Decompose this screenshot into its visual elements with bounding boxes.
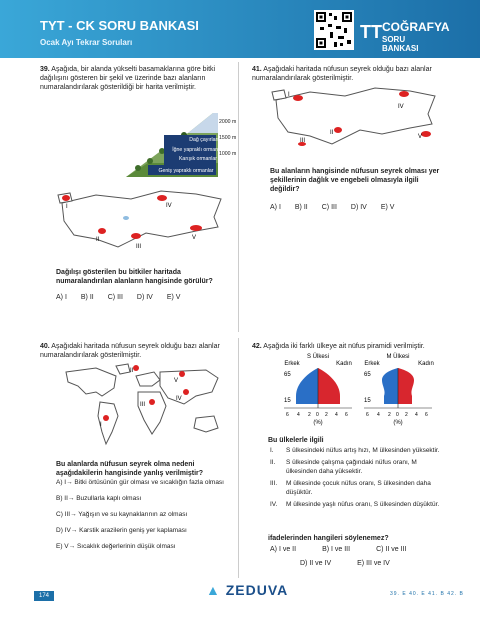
q39-text bbox=[40, 65, 230, 92]
statement: II. S ülkesinde çalışma çağındaki nüfus oranı, M ülkesinden daha yüksektir. bbox=[270, 459, 417, 475]
pyramid-title: M Ülkesi bbox=[386, 354, 410, 360]
q41-options bbox=[270, 204, 394, 211]
option-a[interactable]: A) I→ Bitki örtüsünün gür olması ve sıcaklığın fazla olması bbox=[56, 479, 224, 486]
zone-label: Geniş yapraklı ormanlar bbox=[158, 168, 214, 174]
option-c[interactable]: C) II ve III bbox=[376, 546, 407, 553]
map-label: V bbox=[192, 235, 197, 241]
option-c[interactable]: C) III bbox=[321, 204, 337, 211]
q41-turkey-map bbox=[270, 82, 440, 162]
altitude-label: 1500 m bbox=[219, 135, 237, 141]
q40-stem: Aşağıdaki haritada nüfusun seyrek olduğu bazı alanlar numaralandırılarak gösterilmiştir. bbox=[40, 343, 220, 359]
statement: III. M ülkesinde çocuk nüfus oranı, S ülkesinden daha düşüktür. bbox=[270, 480, 431, 496]
option-a[interactable]: A) I ve II bbox=[270, 546, 297, 553]
column-divider bbox=[238, 338, 239, 578]
zone-label: İğne yapraklı ormanlar bbox=[172, 147, 224, 153]
region-marker bbox=[157, 195, 167, 201]
tick: 6 bbox=[286, 412, 289, 418]
option-b[interactable]: B) I ve III bbox=[322, 546, 351, 553]
region-marker bbox=[421, 131, 431, 137]
map-label: I bbox=[66, 204, 68, 210]
tick: 4 bbox=[377, 412, 380, 418]
option-b[interactable]: B) II bbox=[80, 294, 94, 301]
q41-stem: Aşağıdaki haritada nüfusun seyrek olduğu bazı alanlar numaralandırılarak gösterilmiştir. bbox=[252, 66, 432, 82]
q39-turkey-map bbox=[56, 185, 226, 265]
q42-number: 42. bbox=[252, 343, 262, 350]
q41-number: 41. bbox=[252, 66, 262, 73]
q41-text bbox=[252, 65, 442, 83]
header-title: TYT - CK SORU BANKASI bbox=[40, 18, 199, 33]
q42-stem: Aşağıda iki farklı ülkeye ait nüfus piramidi verilmiştir. bbox=[263, 343, 425, 350]
tick: 0 bbox=[316, 412, 319, 418]
brand-line2: SORU BANKASI bbox=[382, 35, 419, 53]
region-marker bbox=[179, 371, 185, 377]
answer-key: 39. E 40. E 41. B 42. B bbox=[390, 591, 464, 597]
axis-unit: (%) bbox=[313, 420, 323, 426]
tick: 2 bbox=[325, 412, 328, 418]
q42-intro: Bu ülkelerle ilgili bbox=[268, 437, 324, 444]
age-label: 15 bbox=[364, 398, 371, 404]
region-marker bbox=[149, 399, 155, 405]
tick: 6 bbox=[345, 412, 348, 418]
tick: 4 bbox=[415, 412, 418, 418]
q42-options-row2 bbox=[300, 560, 390, 567]
brand-tt: TT bbox=[360, 22, 382, 42]
pyramid-male: Erkek bbox=[284, 361, 300, 367]
map-label: IV bbox=[176, 396, 182, 402]
q40-number: 40. bbox=[40, 343, 50, 350]
map-label: IV bbox=[166, 203, 172, 209]
option-d[interactable]: D) II ve IV bbox=[300, 560, 332, 567]
map-label: II bbox=[330, 130, 334, 136]
tick: 2 bbox=[308, 412, 311, 418]
tick: 4 bbox=[297, 412, 300, 418]
q39-vegetation-diagram bbox=[118, 105, 240, 185]
map-label: V bbox=[174, 378, 179, 384]
q39-options bbox=[56, 294, 180, 301]
region-marker bbox=[62, 195, 70, 201]
brand-line1: COĞRAFYA bbox=[382, 20, 450, 34]
pyramid-male: Erkek bbox=[364, 361, 380, 367]
altitude-label: 1000 m bbox=[219, 151, 237, 157]
region-marker bbox=[103, 415, 109, 421]
tick: 2 bbox=[405, 412, 408, 418]
footer-logo: ▲ ZEDUVA bbox=[206, 582, 289, 598]
tick: 6 bbox=[366, 412, 369, 418]
map-label: II bbox=[96, 237, 100, 243]
map-label: III bbox=[136, 244, 142, 250]
option-b[interactable]: B) II→ Buzullarla kaplı olması bbox=[56, 495, 142, 502]
age-label: 65 bbox=[284, 372, 291, 378]
tick: 4 bbox=[335, 412, 338, 418]
map-label: III bbox=[140, 402, 146, 408]
axis-unit: (%) bbox=[393, 420, 403, 426]
q40-world-map bbox=[56, 362, 226, 452]
q42-question: ifadelerinden hangileri söylenemez? bbox=[268, 535, 389, 542]
option-d[interactable]: D) IV bbox=[350, 204, 367, 211]
q42-pyramids bbox=[280, 352, 440, 432]
region-marker bbox=[334, 127, 342, 133]
tick: 2 bbox=[388, 412, 391, 418]
map-label: III bbox=[300, 138, 306, 144]
region-marker bbox=[293, 95, 303, 101]
statement: I. S ülkesindeki nüfus artış hızı, M ülkesinden yüksektir. bbox=[270, 447, 440, 454]
option-c[interactable]: C) III→ Yağışın ve su kaynaklarının az olması bbox=[56, 511, 188, 518]
map-label: II bbox=[130, 368, 134, 374]
map-label: IV bbox=[398, 104, 404, 110]
q42-text bbox=[252, 342, 442, 351]
option-d[interactable]: D) IV→ Karstik arazilerin geniş yer kaplaması bbox=[56, 527, 187, 534]
pyramid-female: Kadın bbox=[418, 361, 434, 367]
region-marker bbox=[98, 228, 106, 234]
q41-question: Bu alanların hangisinde nüfusun seyrek olması yer şekillerinin dağlık ve engebeli olmasıyla ilgili değildir? bbox=[270, 168, 440, 193]
tick: 6 bbox=[425, 412, 428, 418]
map-label: I bbox=[288, 92, 290, 98]
option-a[interactable]: A) I bbox=[270, 204, 281, 211]
map-label: V bbox=[418, 134, 423, 140]
header-subtitle: Ocak Ayı Tekrar Soruları bbox=[40, 38, 133, 47]
q42-options-row1 bbox=[270, 546, 406, 553]
statement: IV. M ülkesinde yaşlı nüfus oranı, S ülkesinden düşüktür. bbox=[270, 501, 440, 508]
tick: 0 bbox=[396, 412, 399, 418]
zone-label: Karışık ormanlar bbox=[178, 156, 218, 162]
q39-question: Dağılışı gösterilen bu bitkiler haritada numaralandırılan alanların hangisinde görülür? bbox=[56, 269, 213, 285]
region-marker bbox=[133, 365, 139, 371]
altitude-label: 2000 m bbox=[219, 119, 237, 125]
q42-statements bbox=[270, 446, 440, 509]
age-label: 15 bbox=[284, 398, 291, 404]
region-marker bbox=[131, 233, 141, 239]
pyramid-female: Kadın bbox=[336, 361, 352, 367]
q40-question: Bu alanlarda nüfusun seyrek olma nedeni aşağıdakilerin hangisinde yanlış verilmiştir? bbox=[56, 461, 204, 477]
region-marker bbox=[183, 389, 189, 395]
column-divider bbox=[238, 62, 239, 332]
option-e[interactable]: E) V bbox=[166, 294, 181, 301]
zone-label: Dağ çayırları bbox=[189, 137, 219, 143]
map-label: I bbox=[100, 422, 102, 428]
option-e[interactable]: E) III ve IV bbox=[357, 560, 390, 567]
q39-number: 39. bbox=[40, 66, 50, 73]
region-marker bbox=[399, 91, 409, 97]
q40-text bbox=[40, 342, 230, 360]
option-e[interactable]: E) V→ Sıcaklık değerlerinin düşük olması bbox=[56, 543, 176, 550]
page-header bbox=[0, 0, 480, 58]
page-number: 174 bbox=[34, 591, 54, 601]
option-b[interactable]: B) II bbox=[294, 204, 308, 211]
option-e[interactable]: E) V bbox=[380, 204, 395, 211]
option-d[interactable]: D) IV bbox=[136, 294, 153, 301]
region-marker bbox=[190, 225, 202, 231]
q39-stem: Aşağıda, bir alanda yükselti basamaklarına göre bitki dağılışını gösteren bir şekil ve üzerinde bazı alanların numaralandırılarak gösterildiği bir harita verilmiştir. bbox=[40, 66, 216, 91]
pyramid-title: S Ülkesi bbox=[306, 354, 330, 360]
age-label: 65 bbox=[364, 372, 371, 378]
option-c[interactable]: C) III bbox=[107, 294, 123, 301]
qr-code[interactable] bbox=[314, 10, 354, 50]
q40-options bbox=[56, 478, 232, 552]
option-a[interactable]: A) I bbox=[56, 294, 67, 301]
